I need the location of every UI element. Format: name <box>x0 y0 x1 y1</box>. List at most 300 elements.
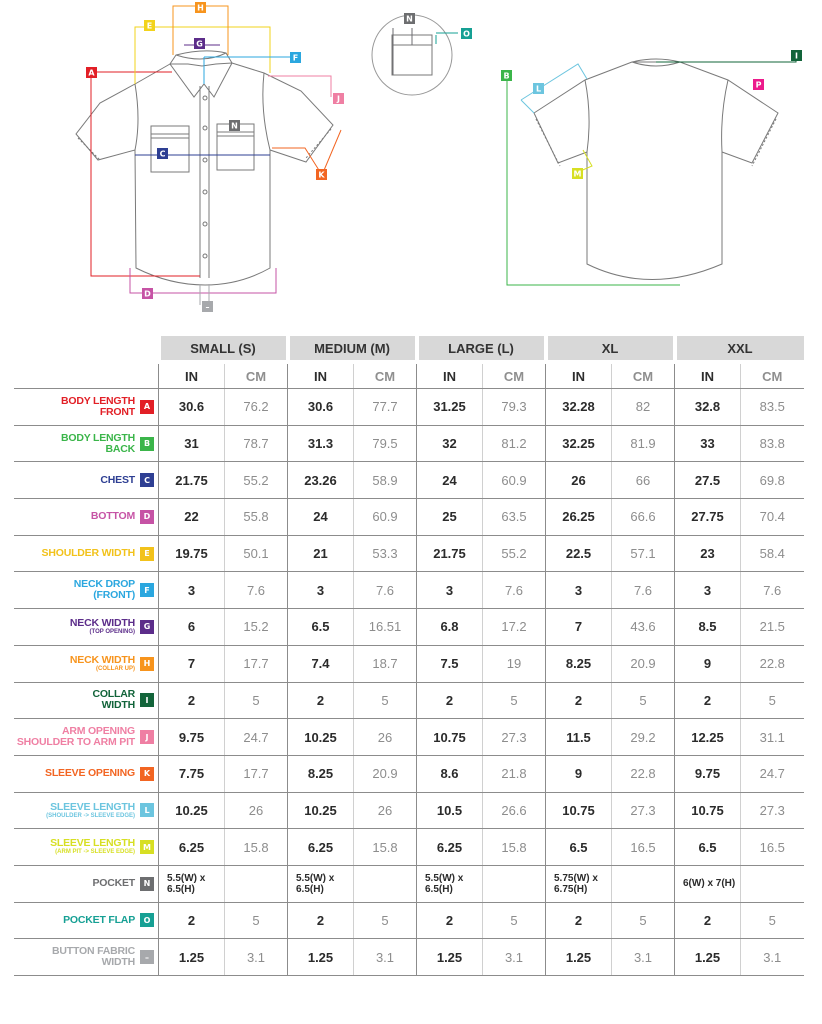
row-label <box>14 609 159 646</box>
marker-g <box>194 38 205 49</box>
table-row <box>14 719 804 756</box>
value-in: 7 <box>546 609 612 646</box>
measurement-label-line2: WIDTH <box>101 956 135 969</box>
value-cm: 3.1 <box>225 939 288 976</box>
value-in: 10.75 <box>417 719 483 756</box>
value-cm: 55.2 <box>225 462 288 499</box>
row-label <box>14 389 159 426</box>
value-cm: 27.3 <box>741 792 804 829</box>
measurement-label: COLLAR <box>92 688 135 701</box>
measurement-name <box>92 689 135 711</box>
value-cm: 55.8 <box>225 499 288 536</box>
size-header-xxl: XXL <box>675 336 804 360</box>
value-cm: 78.7 <box>225 425 288 462</box>
front-buttons <box>203 96 207 258</box>
value-in: 10.25 <box>288 719 354 756</box>
value-in: 6(W) x 7(H) <box>675 865 741 902</box>
pocket-detail <box>372 15 458 95</box>
row-label <box>14 829 159 866</box>
unit-header-row <box>14 364 804 389</box>
measurement-label: NECK WIDTH <box>69 617 135 630</box>
measurement-label-line2: FRONT <box>99 405 135 418</box>
value-cm: 5 <box>483 682 546 719</box>
measurement-name <box>17 726 135 748</box>
value-in: 32 <box>417 425 483 462</box>
value-cm: 19 <box>483 645 546 682</box>
marker-k <box>316 169 327 180</box>
value-cm: 79.5 <box>354 425 417 462</box>
row-label <box>14 719 159 756</box>
table-row <box>14 609 804 646</box>
value-cm: 15.8 <box>354 829 417 866</box>
marker-m <box>572 168 583 179</box>
value-in: 27.5 <box>675 462 741 499</box>
size-header-large: LARGE (L) <box>417 336 546 360</box>
measurement-sublabel: (ARM PIT -> SLEEVE EDGE) <box>55 849 135 856</box>
value-cm: 3.1 <box>354 939 417 976</box>
value-cm: 22.8 <box>612 755 675 792</box>
value-cm: 26.6 <box>483 792 546 829</box>
value-cm: 60.9 <box>354 499 417 536</box>
value-in: 3 <box>288 572 354 609</box>
value-in: 2 <box>159 682 225 719</box>
value-cm: 5 <box>741 902 804 939</box>
value-cm: 17.7 <box>225 755 288 792</box>
measurement-label: BODY LENGTH <box>60 394 135 407</box>
table-row <box>14 499 804 536</box>
header-spacer <box>14 336 159 360</box>
value-cm: 5 <box>225 902 288 939</box>
measurement-name <box>92 878 135 889</box>
marker-dash <box>202 301 213 312</box>
value-cm: 26 <box>354 719 417 756</box>
value-cm: 5 <box>225 682 288 719</box>
value-cm: 16.51 <box>354 609 417 646</box>
marker-e <box>144 20 155 31</box>
value-in: 31.25 <box>417 389 483 426</box>
svg-text:B: B <box>503 71 510 81</box>
table-row <box>14 645 804 682</box>
value-in: 26 <box>546 462 612 499</box>
value-in: 2 <box>546 902 612 939</box>
measurement-marker: – <box>140 950 154 964</box>
value-in: 24 <box>288 499 354 536</box>
line-k <box>272 130 341 175</box>
value-in: 9 <box>546 755 612 792</box>
unit-cm: CM <box>354 364 417 389</box>
value-in: 5.5(W) x 6.5(H) <box>288 865 354 902</box>
row-label <box>14 535 159 572</box>
size-table-body <box>14 389 804 976</box>
value-cm: 76.2 <box>225 389 288 426</box>
value-in: 23.26 <box>288 462 354 499</box>
measurement-label: SHOULDER WIDTH <box>41 547 135 560</box>
measurement-label: NECK WIDTH <box>69 654 135 666</box>
svg-text:P: P <box>755 80 762 90</box>
svg-text:O: O <box>463 29 470 39</box>
unit-cm: CM <box>612 364 675 389</box>
marker-n-detail <box>404 13 415 24</box>
value-cm: 69.8 <box>741 462 804 499</box>
measurement-marker: J <box>140 730 154 744</box>
value-cm <box>612 865 675 902</box>
measurement-marker: D <box>140 510 154 524</box>
value-in: 30.6 <box>159 389 225 426</box>
value-in: 30.6 <box>288 389 354 426</box>
value-cm: 57.1 <box>612 535 675 572</box>
unit-cm: CM <box>225 364 288 389</box>
marker-b <box>501 70 512 81</box>
value-in: 9 <box>675 645 741 682</box>
measurement-name <box>70 655 135 672</box>
measurement-sublabel: (SHOULDER -> SLEEVE EDGE) <box>46 812 135 819</box>
line-l <box>521 64 587 113</box>
value-in: 8.5 <box>675 609 741 646</box>
value-cm: 7.6 <box>741 572 804 609</box>
value-in: 6.25 <box>417 829 483 866</box>
value-cm: 77.7 <box>354 389 417 426</box>
value-in: 32.25 <box>546 425 612 462</box>
value-cm: 53.3 <box>354 535 417 572</box>
svg-text:C: C <box>159 149 166 159</box>
value-in: 32.28 <box>546 389 612 426</box>
measurement-name <box>63 915 135 926</box>
value-in: 1.25 <box>675 939 741 976</box>
value-cm: 18.7 <box>354 645 417 682</box>
measurement-marker: K <box>140 767 154 781</box>
unit-in: IN <box>675 364 741 389</box>
measurement-label: POCKET <box>92 877 135 890</box>
value-cm: 21.8 <box>483 755 546 792</box>
measurement-name <box>52 946 135 968</box>
unit-spacer <box>14 364 159 389</box>
marker-h <box>195 2 206 13</box>
value-in: 6.25 <box>288 829 354 866</box>
table-row <box>14 829 804 866</box>
measurement-label-line2: WIDTH <box>101 699 135 712</box>
value-in: 2 <box>675 902 741 939</box>
value-cm: 17.7 <box>225 645 288 682</box>
value-in: 2 <box>159 902 225 939</box>
value-cm <box>225 865 288 902</box>
value-cm: 5 <box>741 682 804 719</box>
svg-text:–: – <box>205 302 210 312</box>
marker-a <box>86 67 97 78</box>
value-cm: 81.2 <box>483 425 546 462</box>
row-label <box>14 682 159 719</box>
value-in: 9.75 <box>159 719 225 756</box>
size-header-small: SMALL (S) <box>159 336 288 360</box>
measurement-marker: O <box>140 913 154 927</box>
table-row <box>14 755 804 792</box>
value-cm: 31.1 <box>741 719 804 756</box>
marker-f <box>290 52 301 63</box>
marker-p <box>753 79 764 90</box>
size-chart-table <box>14 336 804 976</box>
value-cm: 7.6 <box>225 572 288 609</box>
unit-in: IN <box>417 364 483 389</box>
svg-text:M: M <box>573 169 582 179</box>
value-cm: 16.5 <box>741 829 804 866</box>
value-in: 32.8 <box>675 389 741 426</box>
value-in: 26.25 <box>546 499 612 536</box>
line-b <box>507 80 680 285</box>
table-row <box>14 462 804 499</box>
measurement-name <box>74 579 135 601</box>
value-cm: 5 <box>354 682 417 719</box>
value-cm: 20.9 <box>612 645 675 682</box>
value-cm: 70.4 <box>741 499 804 536</box>
size-header-row <box>14 336 804 360</box>
measurement-sublabel: (COLLAR UP) <box>96 666 135 673</box>
value-in: 7 <box>159 645 225 682</box>
measurement-label: BODY LENGTH <box>60 431 135 444</box>
value-cm: 24.7 <box>741 755 804 792</box>
measurement-name <box>42 548 135 559</box>
row-label <box>14 865 159 902</box>
measurement-name <box>61 396 135 418</box>
table-row <box>14 535 804 572</box>
value-cm: 3.1 <box>612 939 675 976</box>
row-label <box>14 755 159 792</box>
measurement-label: NECK DROP <box>73 578 135 591</box>
value-in: 22.5 <box>546 535 612 572</box>
value-cm: 5 <box>612 902 675 939</box>
svg-text:D: D <box>144 289 151 299</box>
value-in: 10.75 <box>546 792 612 829</box>
value-in: 9.75 <box>675 755 741 792</box>
shirt-measurement-diagram <box>0 0 822 320</box>
value-cm: 58.4 <box>741 535 804 572</box>
value-in: 5.5(W) x 6.5(H) <box>417 865 483 902</box>
marker-o <box>461 28 472 39</box>
row-label <box>14 499 159 536</box>
value-cm: 83.8 <box>741 425 804 462</box>
unit-cm: CM <box>741 364 804 389</box>
value-in: 2 <box>675 682 741 719</box>
value-cm <box>741 865 804 902</box>
value-in: 19.75 <box>159 535 225 572</box>
measurement-marker: F <box>140 583 154 597</box>
value-in: 1.25 <box>288 939 354 976</box>
table-row <box>14 425 804 462</box>
svg-text:G: G <box>196 39 203 49</box>
value-in: 21.75 <box>417 535 483 572</box>
measurement-marker: I <box>140 693 154 707</box>
line-a <box>91 72 200 276</box>
value-in: 10.25 <box>159 792 225 829</box>
value-in: 21 <box>288 535 354 572</box>
measurement-marker: N <box>140 877 154 891</box>
marker-j <box>333 93 344 104</box>
back-shirt-outline <box>534 59 778 280</box>
unit-in: IN <box>546 364 612 389</box>
svg-text:N: N <box>231 121 238 131</box>
value-in: 10.25 <box>288 792 354 829</box>
table-row <box>14 902 804 939</box>
value-cm: 7.6 <box>354 572 417 609</box>
row-label <box>14 902 159 939</box>
value-cm: 27.3 <box>612 792 675 829</box>
value-in: 2 <box>417 902 483 939</box>
table-row <box>14 865 804 902</box>
value-in: 5.5(W) x 6.5(H) <box>159 865 225 902</box>
value-in: 2 <box>288 902 354 939</box>
measurement-name <box>91 511 135 522</box>
value-in: 31.3 <box>288 425 354 462</box>
value-in: 7.5 <box>417 645 483 682</box>
table-row <box>14 572 804 609</box>
svg-text:A: A <box>88 68 95 78</box>
value-in: 10.5 <box>417 792 483 829</box>
measurement-label-line2: BACK <box>105 442 135 455</box>
value-cm: 5 <box>483 902 546 939</box>
marker-l <box>533 83 544 94</box>
measurement-label: POCKET FLAP <box>63 913 135 926</box>
value-in: 10.75 <box>675 792 741 829</box>
value-in: 6.5 <box>675 829 741 866</box>
svg-text:J: J <box>337 94 340 104</box>
measurement-marker: L <box>140 803 154 817</box>
value-cm: 83.5 <box>741 389 804 426</box>
row-label <box>14 425 159 462</box>
measurement-marker: G <box>140 620 154 634</box>
front-shirt-outline <box>76 51 333 285</box>
value-in: 7.4 <box>288 645 354 682</box>
measurement-name <box>61 433 135 455</box>
svg-text:I: I <box>795 51 798 61</box>
table-row <box>14 682 804 719</box>
measurement-sublabel: (TOP OPENING) <box>89 629 135 636</box>
row-label <box>14 572 159 609</box>
table-row <box>14 792 804 829</box>
size-header-xl: XL <box>546 336 675 360</box>
row-label <box>14 939 159 976</box>
measurement-name <box>100 475 135 486</box>
value-in: 27.75 <box>675 499 741 536</box>
value-cm: 79.3 <box>483 389 546 426</box>
row-label <box>14 792 159 829</box>
value-in: 31 <box>159 425 225 462</box>
value-cm: 5 <box>612 682 675 719</box>
measurement-name <box>70 618 135 635</box>
measurement-label: BOTTOM <box>90 510 135 523</box>
svg-text:F: F <box>292 53 299 63</box>
value-in: 23 <box>675 535 741 572</box>
value-cm: 22.8 <box>741 645 804 682</box>
value-in: 25 <box>417 499 483 536</box>
measurement-marker: M <box>140 840 154 854</box>
value-cm: 50.1 <box>225 535 288 572</box>
value-in: 1.25 <box>546 939 612 976</box>
value-cm: 43.6 <box>612 609 675 646</box>
value-cm: 15.8 <box>225 829 288 866</box>
row-label <box>14 462 159 499</box>
value-cm: 81.9 <box>612 425 675 462</box>
line-e <box>135 27 270 84</box>
svg-text:H: H <box>197 3 204 13</box>
marker-i <box>791 50 802 61</box>
value-cm: 27.3 <box>483 719 546 756</box>
value-cm: 82 <box>612 389 675 426</box>
measurement-name <box>50 838 135 855</box>
value-cm: 15.8 <box>483 829 546 866</box>
table-row <box>14 939 804 976</box>
marker-c <box>157 148 168 159</box>
measurement-name <box>46 802 135 819</box>
measurement-label: SLEEVE LENGTH <box>50 800 135 813</box>
value-in: 8.25 <box>288 755 354 792</box>
value-cm <box>483 865 546 902</box>
svg-text:K: K <box>318 170 325 180</box>
value-in: 11.5 <box>546 719 612 756</box>
value-in: 1.25 <box>159 939 225 976</box>
value-in: 8.25 <box>546 645 612 682</box>
value-in: 3 <box>417 572 483 609</box>
value-cm: 7.6 <box>612 572 675 609</box>
value-in: 21.75 <box>159 462 225 499</box>
value-in: 6.5 <box>546 829 612 866</box>
value-in: 3 <box>546 572 612 609</box>
value-cm: 21.5 <box>741 609 804 646</box>
value-in: 6 <box>159 609 225 646</box>
measurement-label-line2: SHOULDER TO ARM PIT <box>16 736 135 749</box>
value-cm: 15.2 <box>225 609 288 646</box>
svg-text:N: N <box>406 14 413 24</box>
marker-d <box>142 288 153 299</box>
value-in: 1.25 <box>417 939 483 976</box>
line-f <box>204 57 290 84</box>
size-header-medium: MEDIUM (M) <box>288 336 417 360</box>
value-cm: 55.2 <box>483 535 546 572</box>
value-in: 33 <box>675 425 741 462</box>
value-cm: 17.2 <box>483 609 546 646</box>
svg-text:L: L <box>535 84 542 94</box>
measurement-label: BUTTON FABRIC <box>52 945 135 958</box>
measurement-marker: C <box>140 473 154 487</box>
marker-n-front <box>229 120 240 131</box>
value-cm: 58.9 <box>354 462 417 499</box>
value-in: 24 <box>417 462 483 499</box>
value-in: 2 <box>546 682 612 719</box>
measurement-marker: E <box>140 547 154 561</box>
value-cm: 16.5 <box>612 829 675 866</box>
measurement-marker: H <box>140 657 154 671</box>
measurement-name <box>45 768 135 779</box>
value-cm: 24.7 <box>225 719 288 756</box>
value-cm: 7.6 <box>483 572 546 609</box>
value-cm: 60.9 <box>483 462 546 499</box>
value-in: 7.75 <box>159 755 225 792</box>
value-in: 2 <box>288 682 354 719</box>
value-in: 2 <box>417 682 483 719</box>
measurement-marker: B <box>140 437 154 451</box>
row-label <box>14 645 159 682</box>
value-in: 6.5 <box>288 609 354 646</box>
value-cm: 26 <box>354 792 417 829</box>
value-cm: 3.1 <box>741 939 804 976</box>
value-cm: 29.2 <box>612 719 675 756</box>
measurement-label-line2: (FRONT) <box>93 589 135 602</box>
measurement-label: SLEEVE OPENING <box>45 767 135 780</box>
value-in: 3 <box>159 572 225 609</box>
value-in: 12.25 <box>675 719 741 756</box>
measurement-marker: A <box>140 400 154 414</box>
measurement-label: ARM OPENING <box>61 725 135 738</box>
measurement-label: SLEEVE LENGTH <box>50 837 135 850</box>
value-cm: 66.6 <box>612 499 675 536</box>
value-cm: 20.9 <box>354 755 417 792</box>
